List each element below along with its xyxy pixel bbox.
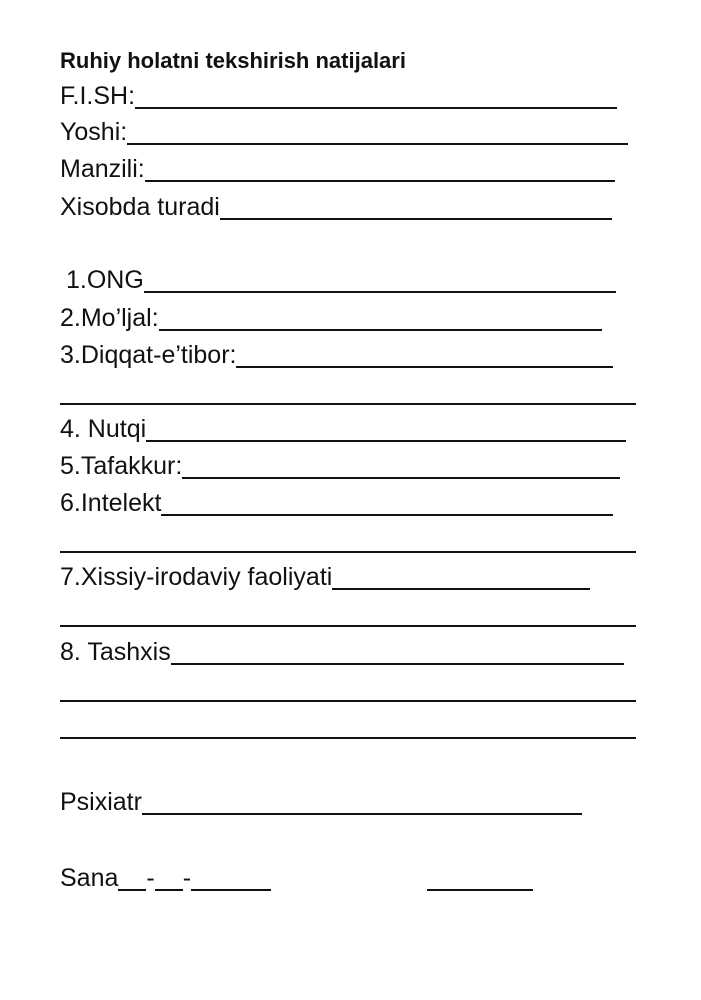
blank-fish[interactable]	[135, 83, 617, 109]
field-diqqat	[60, 338, 613, 372]
blank-psixiatr[interactable]	[142, 789, 582, 815]
field-tashxis-extra-2	[60, 709, 636, 743]
blank-sana-day[interactable]	[118, 865, 146, 891]
label-yoshi: Yoshi:	[60, 118, 128, 146]
field-tafakkur	[60, 449, 620, 483]
field-xisobda	[60, 190, 612, 224]
blank-ong[interactable]	[144, 267, 616, 293]
blank-tafakkur[interactable]	[182, 453, 620, 479]
blank-tashxis-extra-2[interactable]	[60, 713, 636, 739]
field-intelekt	[60, 486, 613, 520]
label-fish: F.I.SH:	[60, 82, 136, 110]
label-manzili: Manzili:	[60, 155, 145, 183]
blank-yoshi[interactable]	[127, 119, 628, 145]
field-xissiy	[60, 560, 590, 594]
sana-separator-2: -	[182, 864, 192, 892]
blank-tashxis[interactable]	[171, 639, 624, 665]
label-diqqat: 3.Diqqat-e’tibor:	[60, 341, 237, 369]
blank-sana-month[interactable]	[155, 865, 183, 891]
label-tashxis: 8. Tashxis	[60, 638, 171, 666]
label-intelekt: 6.Intelekt	[60, 489, 162, 517]
field-tashxis-extra-1	[60, 672, 636, 706]
blank-diqqat[interactable]	[236, 342, 613, 368]
field-manzili	[60, 152, 615, 186]
label-xissiy: 7.Xissiy-irodaviy faoliyati	[60, 563, 333, 591]
sana-separator-1: -	[146, 864, 155, 892]
blank-nutqi[interactable]	[146, 416, 626, 442]
blank-moljal[interactable]	[159, 305, 602, 331]
blank-sana-year[interactable]	[191, 865, 271, 891]
blank-tashxis-extra-1[interactable]	[60, 676, 636, 702]
blank-manzili[interactable]	[145, 156, 615, 182]
label-xisobda: Xisobda turadi	[60, 193, 220, 221]
field-moljal	[60, 301, 602, 335]
field-xissiy-extra	[60, 597, 636, 631]
label-ong: 1.ONG	[66, 266, 144, 294]
form-title	[60, 42, 406, 76]
label-nutqi: 4. Nutqi	[60, 415, 147, 443]
field-diqqat-extra	[60, 375, 636, 409]
blank-xissiy-extra[interactable]	[60, 601, 636, 627]
form-title-text: Ruhiy holatni tekshirish natijalari	[60, 48, 406, 73]
label-moljal: 2.Mo’ljal:	[60, 304, 159, 332]
field-ong	[66, 263, 616, 297]
blank-signature[interactable]	[427, 865, 533, 891]
blank-xisobda[interactable]	[220, 194, 612, 220]
label-sana: Sana	[60, 864, 119, 892]
blank-intelekt-extra[interactable]	[60, 527, 636, 553]
field-sana	[60, 861, 533, 895]
label-psixiatr: Psixiatr	[60, 788, 142, 816]
field-tashxis	[60, 635, 624, 669]
field-psixiatr	[60, 785, 582, 819]
field-fish	[60, 79, 617, 113]
label-tafakkur: 5.Tafakkur:	[60, 452, 183, 480]
field-yoshi	[60, 115, 628, 149]
blank-diqqat-extra[interactable]	[60, 379, 636, 405]
field-intelekt-extra	[60, 523, 636, 557]
blank-intelekt[interactable]	[161, 490, 613, 516]
field-nutqi	[60, 412, 626, 446]
blank-xissiy[interactable]	[332, 564, 590, 590]
